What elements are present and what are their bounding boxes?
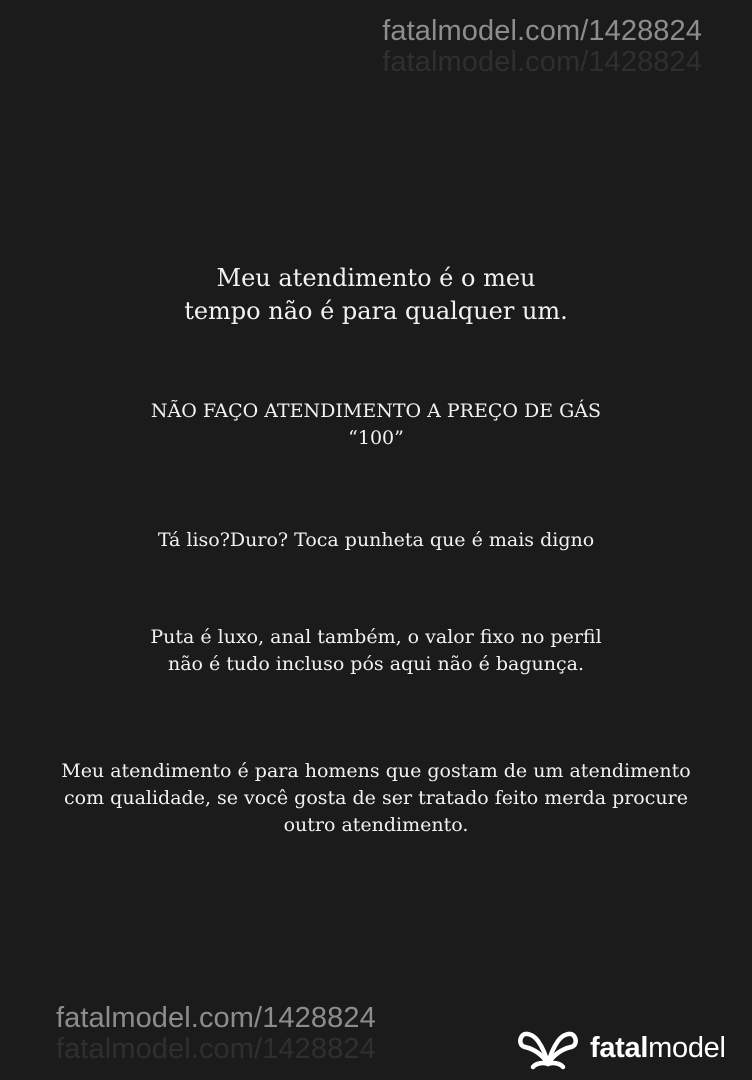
intro-line-1: Meu atendimento é o meu (216, 264, 536, 292)
luxury-notice-line-1: Puta é luxo, anal também, o valor fixo no perfil (150, 626, 602, 648)
quality-notice (0, 758, 752, 839)
luxury-notice-line-2: não é tudo incluso pós aqui não é bagunça. (167, 653, 585, 675)
watermark-shadow-text: fatalmodel.com/1428824 (56, 1033, 376, 1065)
fatalmodel-logo (516, 1025, 752, 1071)
quality-notice-line-2: com qualidade, se você gosta de ser tratado feito merda procure (64, 787, 688, 809)
logo-wordmark (590, 1033, 726, 1063)
watermark-top (382, 16, 702, 78)
watermark-text: fatalmodel.com/1428824 (382, 15, 702, 47)
quality-notice-line-3: outro atendimento. (283, 814, 469, 836)
watermark-shadow-text: fatalmodel.com/1428824 (382, 46, 702, 78)
price-notice-line-2: “100” (348, 427, 404, 449)
watermark-text: fatalmodel.com/1428824 (56, 1002, 376, 1034)
watermark-bottom (56, 1003, 376, 1065)
price-notice-line-1: NÃO FAÇO ATENDIMENTO A PREÇO DE GÁS (150, 400, 602, 422)
broke-notice-line-1: Tá liso?Duro? Toca punheta que é mais digno (157, 529, 595, 551)
intro-line-2: tempo não é para qualquer um. (184, 297, 568, 325)
intro-text (0, 262, 752, 328)
logo-wordmark-regular: model (648, 1032, 726, 1064)
logo-wordmark-bold: fatal (590, 1032, 649, 1064)
price-notice (0, 398, 752, 452)
broke-notice (0, 527, 752, 554)
quality-notice-line-1: Meu atendimento é para homens que gostam de um atendimento (61, 760, 691, 782)
luxury-notice (0, 624, 752, 678)
butterfly-icon (516, 1025, 580, 1071)
